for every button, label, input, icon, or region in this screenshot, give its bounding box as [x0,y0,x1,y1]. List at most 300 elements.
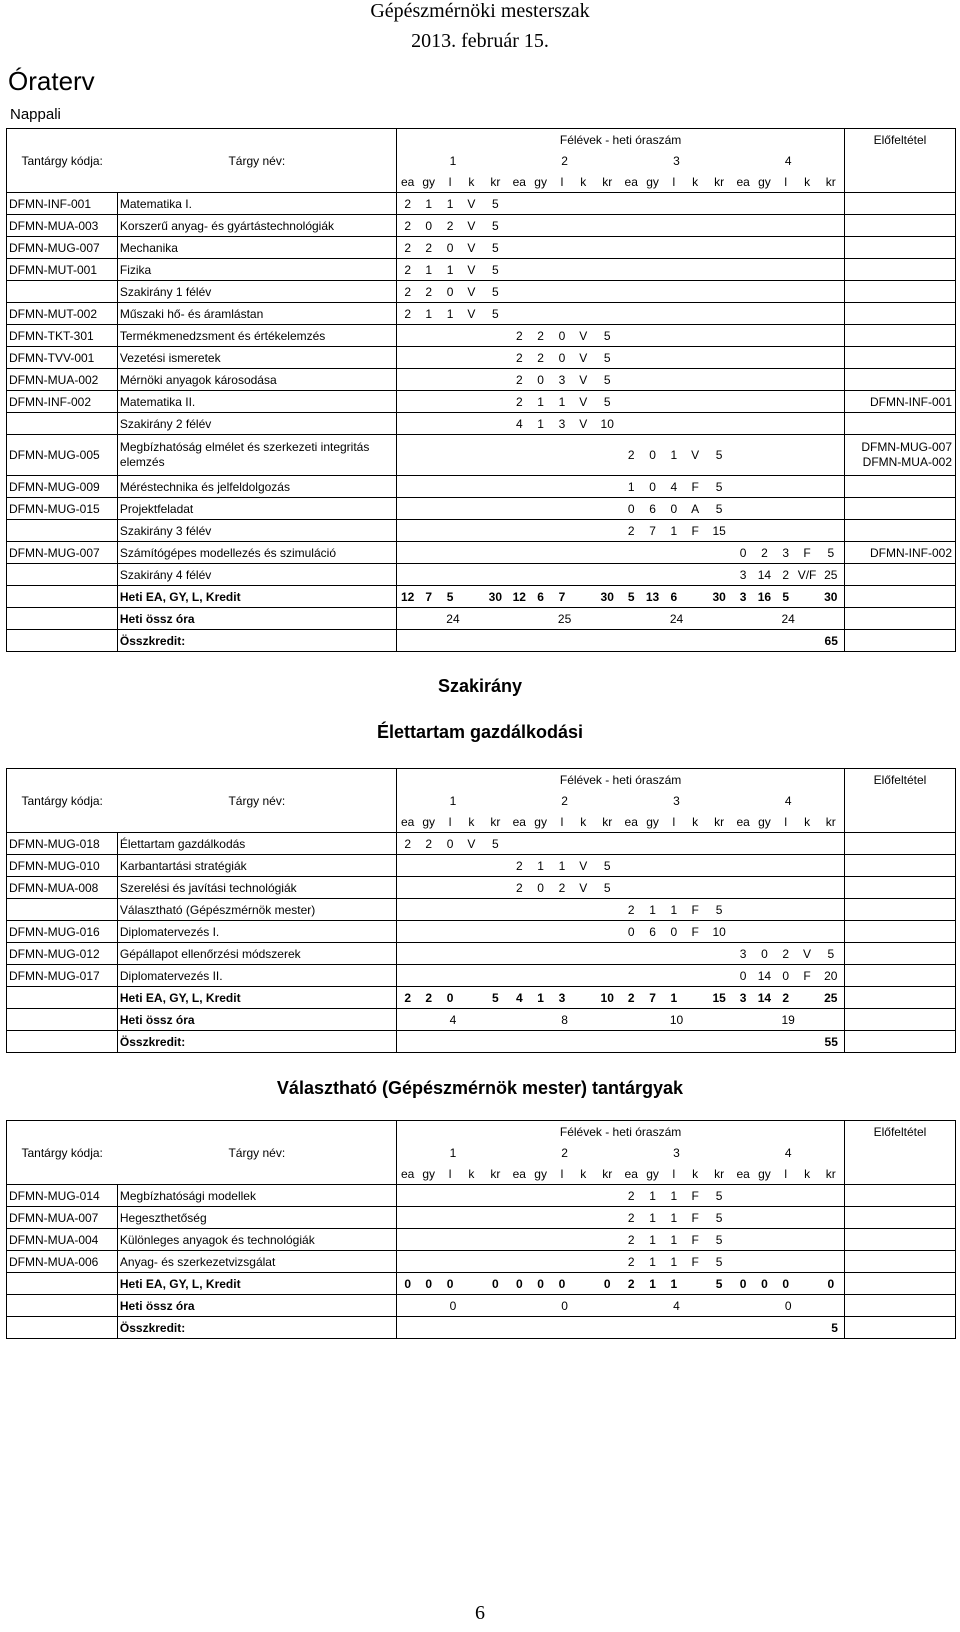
table-header-row [7,1121,956,1143]
hours-cell [796,303,817,325]
header-spacer [844,811,955,833]
hours-cell [642,193,663,215]
hours-cell [461,413,482,435]
header-semesters: Félévek - heti óraszám [397,769,845,791]
hours-cell: 0 [439,237,460,259]
hours-cell [551,435,572,476]
hours-cell: 5 [594,855,621,877]
course-code [7,520,118,542]
hours-cell [818,259,845,281]
hours-cell [509,476,530,498]
header-subcolumn: ea [732,811,753,833]
hours-cell [461,1251,482,1273]
hours-cell [685,391,706,413]
totals-cell: 3 [732,987,753,1009]
hours-cell [482,965,509,987]
hours-cell: 1 [642,1251,663,1273]
hours-cell: V [573,413,594,435]
hours-cell [796,347,817,369]
hours-cell [418,391,439,413]
hours-cell [685,855,706,877]
hours-cell [621,965,642,987]
weekly-hours-label: Heti össz óra [117,1009,396,1031]
hours-cell [732,1207,753,1229]
header-subcolumn: ea [732,1163,753,1185]
hours-cell [796,435,817,476]
hours-cell [397,943,418,965]
table-row [7,855,956,877]
hours-cell [551,833,572,855]
header-subcolumn: l [551,1163,572,1185]
hours-cell: V [796,943,817,965]
header-spacer [7,811,118,833]
hours-cell [509,215,530,237]
header-semester-1: 1 [449,153,457,168]
header-spacer [844,1142,955,1163]
totals-cell: 3 [732,586,753,608]
hours-cell [621,193,642,215]
hours-cell: 5 [818,542,845,564]
hours-cell [461,542,482,564]
prerequisite-code: DFMN-INF-002 [869,545,952,560]
hours-cell [573,498,594,520]
hours-cell: 5 [706,1185,733,1207]
hours-cell: F [685,476,706,498]
hours-cell: 2 [418,833,439,855]
hours-cell [530,899,551,921]
hours-cell [621,215,642,237]
weekly-hours-value: 24 [397,608,509,630]
header-subcolumn: kr [818,1163,845,1185]
hours-cell [663,943,684,965]
prerequisite [844,542,955,564]
prerequisite [844,259,955,281]
hours-cell [732,259,753,281]
totals-cell: 0 [418,1273,439,1295]
totals-cell: 30 [482,586,509,608]
hours-cell [509,1229,530,1251]
hours-cell [573,259,594,281]
hours-cell [796,369,817,391]
hours-cell [461,476,482,498]
doc-title: Óraterv [8,66,95,96]
totals-cell [461,1273,482,1295]
table-header-row [7,1163,956,1185]
section-title-electives: Választható (Gépészmérnök mester) tantárgyak [276,1078,684,1098]
hours-cell [775,193,796,215]
hours-cell [397,564,418,586]
course-code: DFMN-MUT-001 [7,259,118,281]
hours-cell [551,542,572,564]
header-subcolumn: gy [530,171,551,193]
course-code: DFMN-MUG-017 [7,965,118,987]
hours-cell: 1 [663,1185,684,1207]
hours-cell [706,347,733,369]
header-subcolumn: ea [621,171,642,193]
header-subcolumn: k [685,811,706,833]
course-name: Választható (Gépészmérnök mester) [117,899,396,921]
hours-cell [530,542,551,564]
totals-cell [573,1273,594,1295]
course-name: Megbízhatóság elmélet és szerkezeti integritás elemzés [117,435,396,476]
total-credits-row [7,630,956,652]
hours-cell [482,877,509,899]
hours-cell [397,1251,418,1273]
prerequisite [844,520,955,542]
hours-cell [796,413,817,435]
hours-cell [685,259,706,281]
hours-cell: 1 [418,193,439,215]
hours-cell [642,325,663,347]
totals-cell [685,586,706,608]
header-subcolumn: ea [732,171,753,193]
hours-cell [461,899,482,921]
table-row [7,877,956,899]
hours-cell [796,1229,817,1251]
hours-cell: F [685,1251,706,1273]
header-subcolumn: l [439,171,460,193]
course-code: DFMN-MUG-016 [7,921,118,943]
course-name: Szakirány 4 félév [117,564,396,586]
header-subcolumn: k [573,811,594,833]
hours-cell [775,347,796,369]
course-name: Projektfeladat [117,498,396,520]
header-course-code: Tantárgy kódja: [7,790,118,811]
hours-cell [732,435,753,476]
hours-cell [418,369,439,391]
hours-cell [482,520,509,542]
spacer [844,987,955,1009]
course-name: Megbízhatósági modellek [117,1185,396,1207]
hours-cell [775,855,796,877]
hours-cell [573,237,594,259]
hours-cell: 14 [754,965,775,987]
spacer [844,1009,955,1031]
hours-cell [621,877,642,899]
weekly-hours-label: Heti össz óra [117,608,396,630]
hours-cell [706,281,733,303]
hours-cell [706,965,733,987]
table-row [7,564,956,586]
hours-cell [482,1185,509,1207]
hours-cell [551,281,572,303]
hours-cell [642,237,663,259]
hours-cell [685,281,706,303]
hours-cell [551,1251,572,1273]
header-subcolumn: gy [754,811,775,833]
hours-cell [685,325,706,347]
hours-cell [594,965,621,987]
hours-cell: 6 [642,498,663,520]
hours-cell [482,476,509,498]
hours-cell: 7 [642,520,663,542]
hours-cell [775,1251,796,1273]
hours-cell [594,943,621,965]
hours-cell [796,281,817,303]
hours-cell [818,1185,845,1207]
prerequisite-code: DFMN-MUA-002 [862,455,952,469]
hours-cell: 5 [706,1251,733,1273]
table-row [7,899,956,921]
hours-cell [685,215,706,237]
hours-cell: 0 [663,921,684,943]
hours-cell [818,435,845,476]
hours-cell [573,1185,594,1207]
hours-cell [706,237,733,259]
hours-cell [418,476,439,498]
hours-cell [732,1229,753,1251]
hours-cell: 0 [732,542,753,564]
table-header-row [7,1142,956,1163]
prerequisite [844,303,955,325]
hours-cell [461,855,482,877]
course-code: DFMN-MUG-018 [7,833,118,855]
hours-cell [685,965,706,987]
header-course-name: Tárgy név: [117,150,396,171]
hours-cell [775,413,796,435]
hours-cell [482,369,509,391]
hours-cell [754,435,775,476]
hours-cell [796,391,817,413]
hours-cell: 5 [482,303,509,325]
hours-cell [818,303,845,325]
hours-cell [482,498,509,520]
hours-cell: V [573,369,594,391]
table-row [7,259,956,281]
totals-cell: 5 [621,586,642,608]
hours-cell [775,899,796,921]
hours-cell [482,1229,509,1251]
hours-cell [732,1251,753,1273]
hours-cell [732,369,753,391]
totals-cell [796,586,817,608]
hours-cell: V [461,281,482,303]
hours-cell [663,833,684,855]
hours-cell [573,965,594,987]
weekly-hours-value: 0 [732,1295,844,1317]
hours-cell [573,899,594,921]
hours-cell [796,899,817,921]
prerequisite [844,237,955,259]
hours-cell: 1 [530,391,551,413]
hours-cell [706,833,733,855]
hours-cell [663,542,684,564]
hours-cell [461,520,482,542]
totals-cell: 7 [642,987,663,1009]
hours-cell: 2 [621,435,642,476]
hours-cell [818,855,845,877]
header-spacer [7,171,118,193]
hours-cell [397,369,418,391]
totals-cell: 0 [439,987,460,1009]
hours-cell [642,391,663,413]
hours-cell [439,855,460,877]
hours-cell [551,564,572,586]
hours-cell [706,325,733,347]
hours-cell [551,476,572,498]
hours-cell: 2 [397,237,418,259]
hours-cell: 2 [418,281,439,303]
hours-cell [530,281,551,303]
course-code: DFMN-MUA-007 [7,1207,118,1229]
hours-cell [621,833,642,855]
hours-cell [482,435,509,476]
hours-cell [796,1185,817,1207]
header-subcolumn: gy [642,1163,663,1185]
table-row [7,965,956,987]
totals-cell: 1 [663,987,684,1009]
hours-cell [663,369,684,391]
hours-cell: 4 [663,476,684,498]
header-semester-2: 2 [561,793,568,808]
header-subcolumn: k [685,171,706,193]
hours-cell [754,1251,775,1273]
hours-cell: 1 [439,259,460,281]
hours-cell [621,281,642,303]
hours-cell [418,498,439,520]
hours-cell [461,391,482,413]
hours-cell [706,215,733,237]
prerequisite [844,899,955,921]
header-course-code: Tantárgy kódja: [7,1142,118,1163]
hours-cell: 1 [418,259,439,281]
hours-cell: V [573,877,594,899]
curriculum-table-lifecycle [6,768,956,1053]
hours-cell: 0 [732,965,753,987]
hours-cell [642,833,663,855]
header-subcolumn: ea [509,811,530,833]
hours-cell [397,498,418,520]
hours-cell [509,520,530,542]
hours-cell [754,833,775,855]
header-subcolumn: l [775,1163,796,1185]
hours-cell [754,1185,775,1207]
hours-cell: 2 [509,369,530,391]
hours-cell [509,899,530,921]
hours-cell [621,259,642,281]
hours-cell [530,193,551,215]
header-subcolumn: k [796,811,817,833]
prerequisite [844,1185,955,1207]
spacer [7,1273,118,1295]
hours-cell [663,259,684,281]
weekly-hours-value: 8 [509,1009,621,1031]
hours-cell [461,369,482,391]
hours-cell [818,215,845,237]
hours-cell: 5 [482,281,509,303]
hours-cell [775,1207,796,1229]
header-spacer [7,1121,118,1143]
header-spacer [7,129,118,151]
totals-cell: 12 [509,586,530,608]
hours-cell: 0 [439,833,460,855]
hours-cell: 0 [663,498,684,520]
hours-cell [732,833,753,855]
course-name: Gépállapot ellenőrzési módszerek [117,943,396,965]
hours-cell [594,303,621,325]
hours-cell [418,899,439,921]
hours-cell [509,498,530,520]
prerequisite [844,833,955,855]
hours-cell [573,1251,594,1273]
hours-cell [482,391,509,413]
spacer [7,1295,118,1317]
hours-cell: 1 [642,899,663,921]
hours-cell [509,259,530,281]
course-code: DFMN-MUA-006 [7,1251,118,1273]
table-row [7,1229,956,1251]
header-subcolumn: kr [594,171,621,193]
prerequisite [844,215,955,237]
hours-cell [530,237,551,259]
hours-cell [573,281,594,303]
hours-cell: 2 [397,215,418,237]
hours-cell [551,237,572,259]
totals-cell: 25 [818,987,845,1009]
course-code [7,899,118,921]
hours-cell: 2 [551,877,572,899]
hours-cell [439,435,460,476]
hours-cell: 1 [663,1229,684,1251]
hours-cell [796,1207,817,1229]
header-subcolumn: k [461,171,482,193]
hours-cell [418,943,439,965]
totals-cell [573,987,594,1009]
header-subcolumn: kr [706,811,733,833]
prerequisite [844,921,955,943]
hours-cell [418,855,439,877]
hours-cell [754,281,775,303]
hours-cell [418,435,439,476]
spacer [844,586,955,608]
hours-cell [685,303,706,325]
prerequisite [844,369,955,391]
hours-cell [461,325,482,347]
hours-cell [397,855,418,877]
course-name: Diplomatervezés I. [117,921,396,943]
header-semesters: Félévek - heti óraszám [397,1121,845,1143]
hours-cell [551,215,572,237]
hours-cell [482,413,509,435]
hours-cell [663,877,684,899]
hours-cell: F [685,899,706,921]
hours-cell [732,476,753,498]
totals-cell: 1 [530,987,551,1009]
hours-cell: F [796,965,817,987]
hours-cell [530,943,551,965]
hours-cell [418,1229,439,1251]
hours-cell [551,921,572,943]
hours-cell: 5 [482,259,509,281]
hours-cell [754,520,775,542]
hours-cell: V [573,347,594,369]
hours-cell: 5 [594,325,621,347]
hours-cell [754,1207,775,1229]
hours-cell: 5 [594,391,621,413]
course-name: Korszerű anyag- és gyártástechnológiák [117,215,396,237]
course-name: Diplomatervezés II. [117,965,396,987]
hours-cell: 5 [706,435,733,476]
hours-cell [754,413,775,435]
hours-cell [775,303,796,325]
hours-cell [509,435,530,476]
hours-cell [397,520,418,542]
hours-cell [509,943,530,965]
header-spacer [844,171,955,193]
hours-cell [818,498,845,520]
hours-cell [796,259,817,281]
hours-cell [754,921,775,943]
